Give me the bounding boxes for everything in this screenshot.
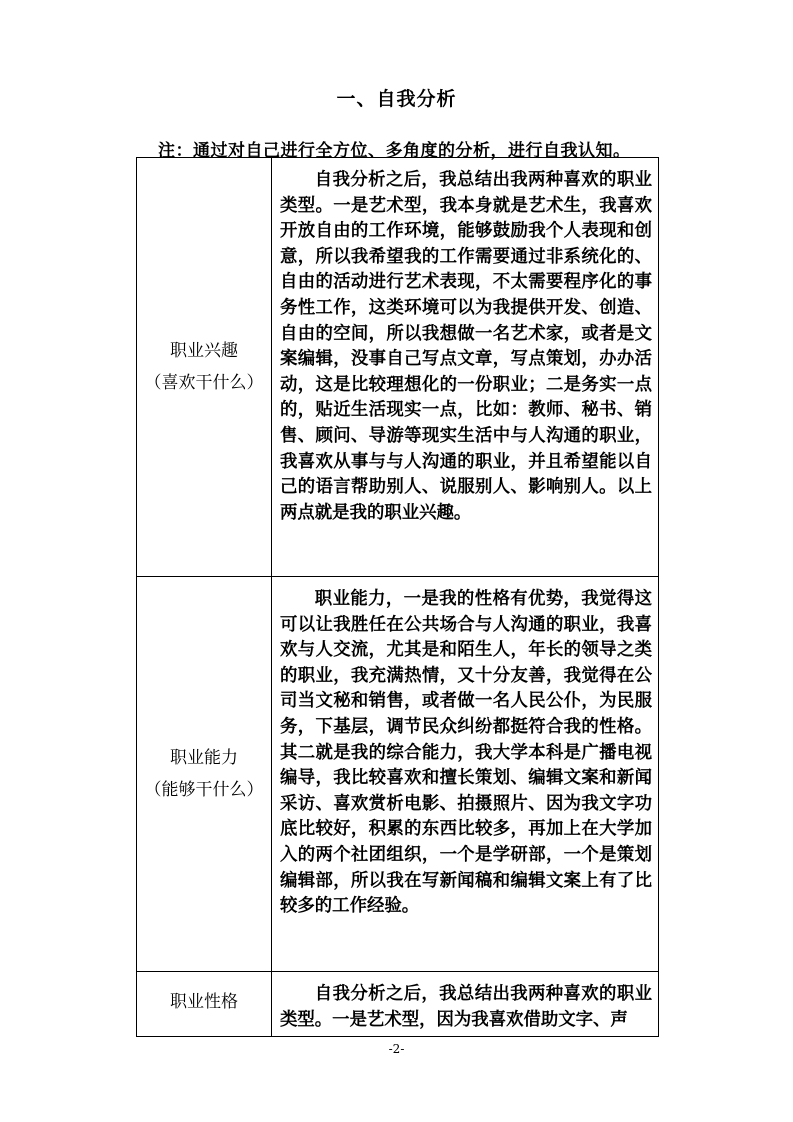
row-label: 职业性格: [170, 992, 238, 1012]
row-label: 职业能力: [170, 748, 238, 768]
row-label-cell: [137, 577, 272, 972]
row-label-cell: [137, 972, 272, 1037]
table-row: [137, 972, 659, 1037]
table-row: [137, 158, 659, 577]
row-content-cell: [272, 972, 659, 1037]
row-sublabel: （能够干什么）: [144, 780, 264, 800]
section-heading: 一、自我分析: [336, 88, 457, 110]
self-analysis-table: [136, 157, 659, 1037]
row-content: 职业能力，一是我的性格有优势，我觉得这可以让我胜任在公共场合与人沟通的职业，我喜欢与人交流，尤其是和陌生人，年长的领导之类的职业，我充满热情，又十分友善，我觉得在公司当文秘和销售，或者做一名人民公仆，为民服务，下基层，调节民众纠纷都挺符合我的性格。其二就是我的综合能力，我大学本科是广播电视编导，我比较喜欢和擅长策划、编辑文案和新闻采访、喜欢赏析电影、拍摄照片、因为我文字功底比较好，积累的东西比较多，再加上在大学加入的两个社团组织，一个是学研部，一个是策划编辑部，所以我在写新闻稿和编辑文案上有了比较多的工作经验。: [280, 589, 652, 917]
row-content-cell: [272, 577, 659, 972]
row-label: 职业兴趣: [170, 341, 238, 361]
row-content: 自我分析之后，我总结出我两种喜欢的职业类型。一是艺术型，我本身就是艺术生，我喜欢开放自由的工作环境，能够鼓励我个人表现和创意，所以我希望我的工作需要通过非系统化的、自由的活动进行艺术表现，不太需要程序化的事务性工作，这类环境可以为我提供开发、创造、自由的空间，所以我想做一名艺术家，或者是文案编辑，没事自己写点文章，写点策划，办办活动，这是比较理想化的一份职业；二是务实一点的，贴近生活现实一点，比如：教师、秘书、销售、顾问、导游等现实生活中与人沟通的职业，我喜欢从事与与人沟通的职业，并且希望能以自己的语言帮助别人、说服别人、影响别人。以上两点就是我的职业兴趣。: [280, 170, 652, 523]
row-sublabel: （喜欢干什么）: [144, 373, 264, 393]
instruction-note: 注：通过对自己进行全方位、多角度的分析，进行自我认知。: [158, 141, 631, 161]
row-content: 自我分析之后，我总结出我两种喜欢的职业类型。一是艺术型，因为我喜欢借助文字、声: [280, 984, 652, 1030]
row-label-cell: [137, 158, 272, 577]
page-number: -2-: [388, 1042, 405, 1056]
row-content-cell: [272, 158, 659, 577]
table-row: [137, 577, 659, 972]
